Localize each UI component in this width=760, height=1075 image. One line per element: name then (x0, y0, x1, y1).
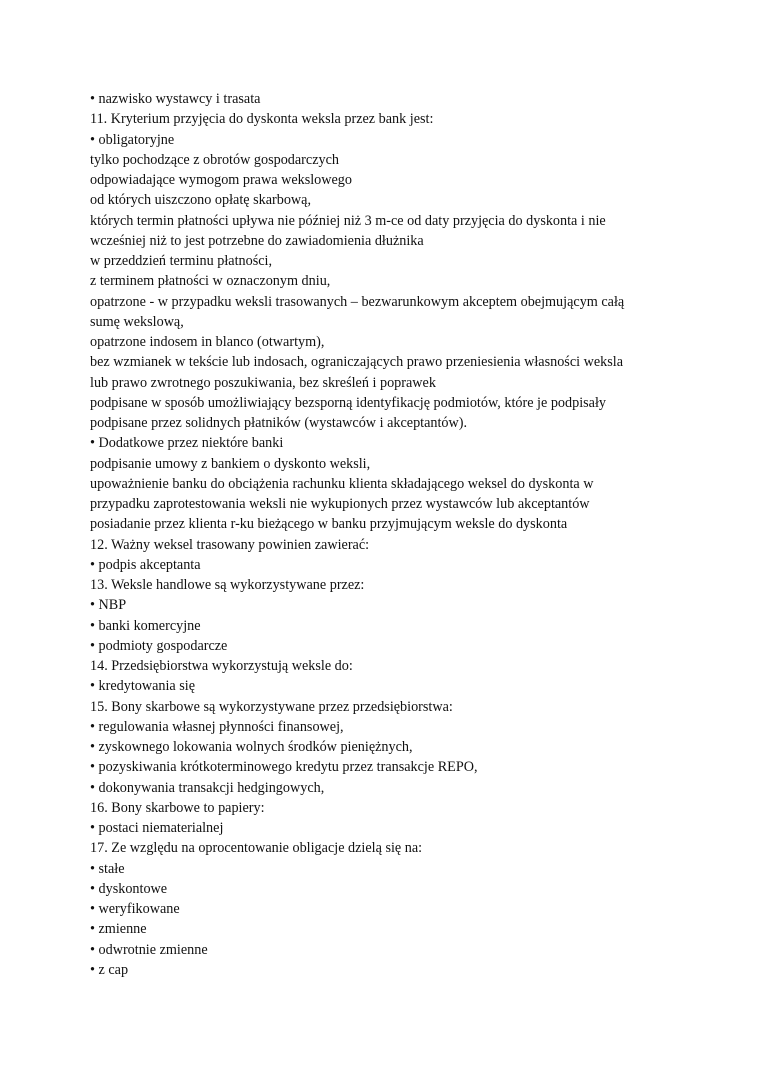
text-line: podpisane przez solidnych płatników (wystawców i akceptantów). (90, 415, 468, 431)
text-line: • regulowania własnej płynności finansowej, (90, 718, 344, 735)
text-line: • podpis akceptanta (90, 556, 201, 573)
text-line: podpisane w sposób umożliwiający bezsporną identyfikację podmiotów, które je podpisały (90, 394, 607, 411)
text-line: • banki komercyjne (90, 617, 201, 634)
text-line: • z cap (90, 961, 129, 978)
question-heading: 12. Ważny weksel trasowany powinien zawierać: (90, 536, 370, 553)
text-line: bez wzmianek w tekście lub indosach, ograniczających prawo przeniesienia własności weksla (90, 354, 624, 371)
text-line: • Dodatkowe przez niektóre banki (90, 435, 284, 452)
text-line: z terminem płatności w oznaczonym dniu, (90, 273, 331, 290)
text-line: posiadanie przez klienta r-ku bieżącego w banku przyjmującym weksle do dyskonta (90, 516, 568, 533)
question-heading: 17. Ze względu na oprocentowanie obligacje dzielą się na: (90, 840, 423, 857)
text-line: sumę wekslową, (90, 313, 184, 330)
text-line: których termin płatności upływa nie później niż 3 m-ce od daty przyjęcia do dyskonta i nie (90, 212, 606, 229)
text-line: • podmioty gospodarcze (90, 637, 228, 654)
text-line: opatrzone indosem in blanco (otwartym), (90, 334, 325, 350)
text-line: • NBP (90, 597, 127, 614)
text-line: odpowiadające wymogom prawa wekslowego (90, 172, 352, 188)
text-line: tylko pochodzące z obrotów gospodarczych (90, 151, 339, 168)
question-heading: 14. Przedsiębiorstwa wykorzystują weksle do: (90, 658, 353, 674)
text-line: • odwrotnie zmienne (90, 941, 208, 958)
question-heading: 15. Bony skarbowe są wykorzystywane przez przedsiębiorstwa: (90, 698, 453, 715)
text-line: • kredytowania się (90, 678, 196, 695)
text-line: • dokonywania transakcji hedgingowych, (90, 779, 325, 796)
text-line: upoważnienie banku do obciążenia rachunku klienta składającego weksel do dyskonta w (90, 475, 594, 492)
text-line: • weryfikowane (90, 901, 180, 917)
question-heading: 16. Bony skarbowe to papiery: (90, 799, 265, 816)
question-heading: 13. Weksle handlowe są wykorzystywane przez: (90, 577, 365, 593)
text-line: • nazwisko wystawcy i trasata (90, 91, 261, 107)
text-line: • obligatoryjne (90, 131, 175, 148)
text-line: podpisanie umowy z bankiem o dyskonto weksli, (90, 455, 371, 472)
text-line: • stałe (90, 860, 125, 877)
text-line: lub prawo zwrotnego poszukiwania, bez skreśleń i poprawek (90, 374, 436, 391)
text-line: • postaci niematerialnej (90, 820, 224, 836)
text-line: opatrzone - w przypadku weksli trasowanych – bezwarunkowym akceptem obejmującym całą (90, 293, 625, 310)
text-line: • zyskownego lokowania wolnych środków pieniężnych, (90, 739, 413, 755)
question-heading: 11. Kryterium przyjęcia do dyskonta weksla przez bank jest: (90, 111, 434, 128)
text-line: przypadku zaprotestowania weksli nie wykupionych przez wystawców lub akceptantów (90, 496, 590, 512)
text-line: • zmienne (90, 921, 147, 938)
text-line: • pozyskiwania krótkoterminowego kredytu przez transakcje REPO, (90, 759, 478, 776)
document-text (90, 89, 690, 980)
text-line: od których uiszczono opłatę skarbową, (90, 192, 312, 209)
text-line: wcześniej niż to jest potrzebne do zawiadomienia dłużnika (90, 232, 424, 249)
text-line: • dyskontowe (90, 880, 168, 897)
text-line: w przeddzień terminu płatności, (90, 253, 273, 269)
